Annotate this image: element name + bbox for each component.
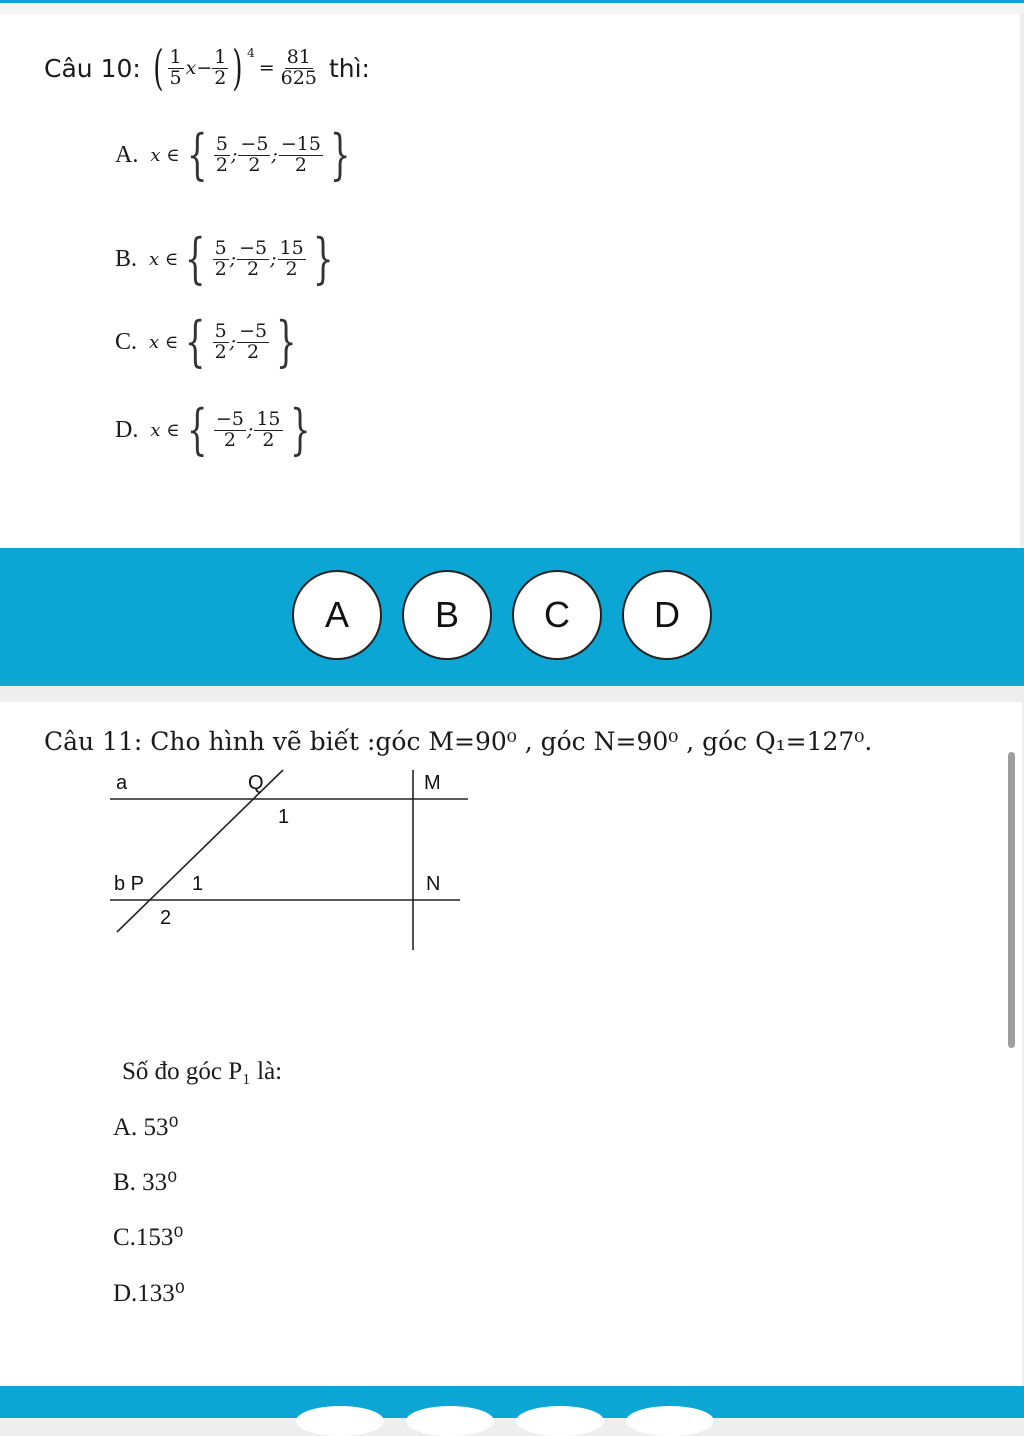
answer-button-d[interactable]: D: [622, 570, 712, 660]
label-q1: 1: [278, 806, 290, 828]
question-10-title: [44, 40, 370, 96]
answer-bar-bottom: [0, 1386, 1024, 1418]
top-accent-line: [0, 0, 1024, 14]
q11-option-a[interactable]: A. 53⁰: [113, 1114, 179, 1141]
answer-button-peek: [626, 1406, 714, 1436]
geometry-figure: [100, 762, 480, 957]
q10-option-a[interactable]: A. x ∈ { $\frac{5}{2}$ ; $\frac{-5}{2}$ ; $\frac{-15}{2}$ }: [115, 123, 351, 186]
answer-button-b[interactable]: B: [402, 570, 492, 660]
question-10-suffix: thì:: [328, 53, 370, 83]
answer-button-c[interactable]: C: [512, 570, 602, 660]
q11-option-b[interactable]: B. 33⁰: [113, 1169, 178, 1196]
question-11-title: Câu 11: Cho hình vẽ biết :góc M=90⁰ , góc N=90⁰ , góc Q₁=127⁰.: [44, 727, 873, 756]
q10-option-b[interactable]: B. x ∈ { $\frac{5}{2}$ ; $\frac{-5}{2}$ ; $\frac{15}{2}$ }: [115, 227, 334, 290]
label-n: N: [426, 873, 441, 895]
q10-option-c[interactable]: C. x ∈ { $\frac{5}{2}$ ; $\frac{-5}{2}$ }: [115, 310, 297, 373]
label-p2: 2: [160, 907, 172, 929]
answer-button-a[interactable]: A: [292, 570, 382, 660]
question-10-label: Câu 10:: [44, 53, 141, 83]
scrollbar-thumb[interactable]: [1008, 752, 1015, 1048]
label-p1: 1: [192, 873, 204, 895]
question-10-equation: ( $\frac{1}{5}$ x − $\frac{1}{2}$ ) 4 = $\frac{81}{625}$: [153, 40, 317, 96]
label-m: M: [424, 772, 441, 794]
answer-button-peek: [406, 1406, 494, 1436]
q10-option-d[interactable]: D. x ∈ { $\frac{-5}{2}$ ; $\frac{15}{2}$ }: [115, 398, 311, 461]
q11-option-d[interactable]: D.133⁰: [113, 1280, 185, 1307]
label-b-p: b P: [114, 873, 145, 895]
label-q: Q: [248, 772, 264, 794]
label-a: a: [116, 772, 128, 794]
answer-button-peek: [296, 1406, 384, 1436]
question-11-prompt: Số đo góc P₁ là:: [122, 1058, 283, 1085]
answer-button-peek: [516, 1406, 604, 1436]
transversal-pq: [117, 770, 283, 932]
q11-option-c[interactable]: C.153⁰: [113, 1224, 184, 1251]
